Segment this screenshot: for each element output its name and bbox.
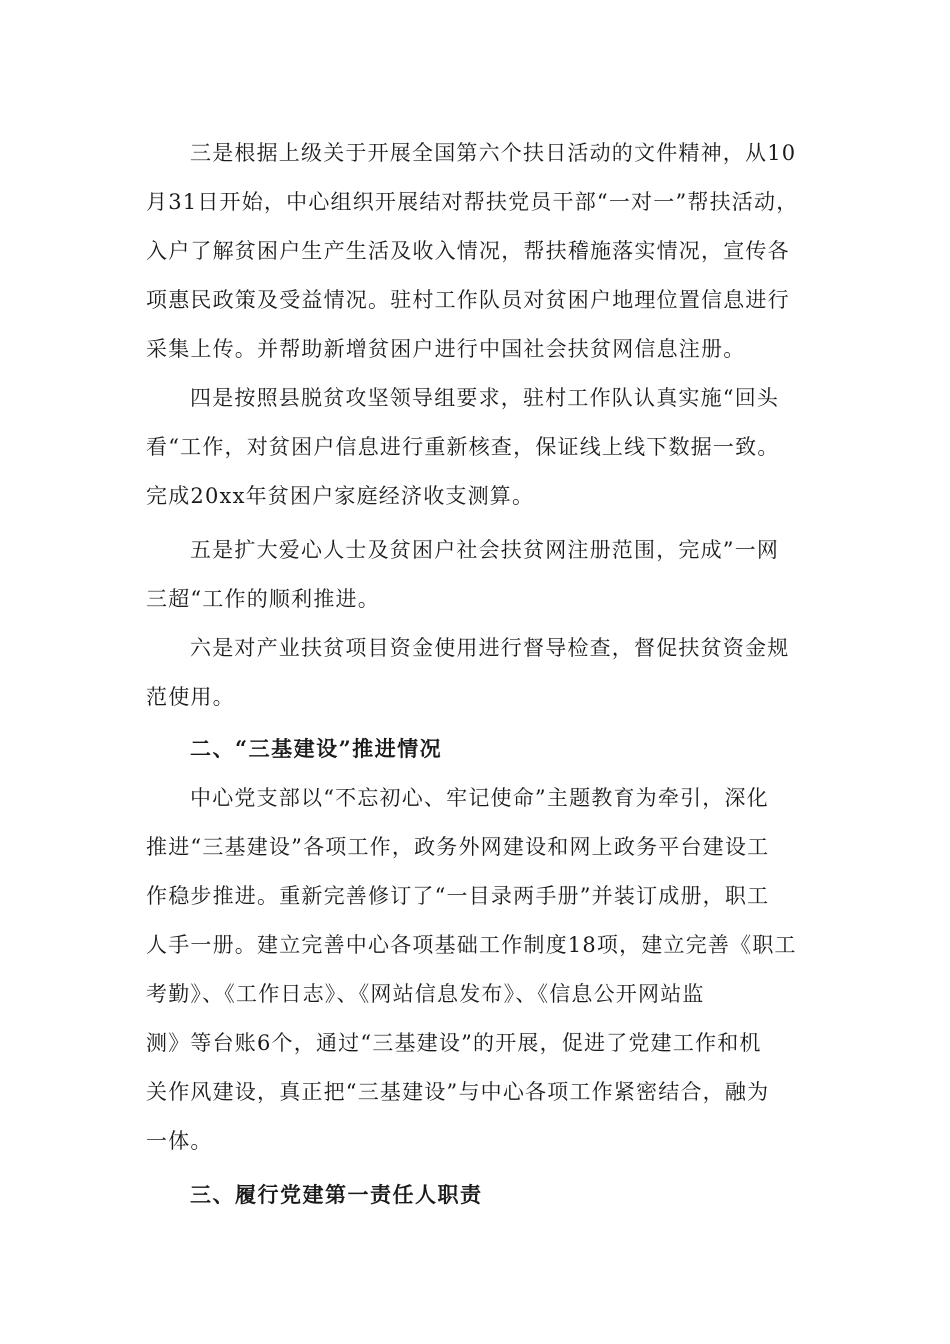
paragraph-line: 关作风建设，真正把“三基建设”与中心各项工作紧密结合，融为: [146, 1080, 770, 1104]
paragraph-line: 六是对产业扶贫项目资金使用进行督导检查，督促扶贫资金规: [190, 636, 790, 660]
paragraph-line: 推进“三基建设”各项工作，政务外网建设和网上政务平台建设工: [146, 835, 770, 859]
paragraph-line: 测》等台账6个，通过“三基建设”的开展，促进了党建工作和机: [146, 1031, 762, 1055]
paragraph-line: 中心党支部以“不忘初心、牢记使命”主题教育为牵引，深化: [190, 786, 769, 810]
paragraph-line: 月31日开始，中心组织开展结对帮扶党员干部“一对一”帮扶活动，: [146, 190, 799, 214]
paragraph-line: 四是按照县脱贫攻坚领导组要求，驻村工作队认真实施“回头: [190, 386, 780, 410]
paragraph-line: 范使用。: [146, 685, 235, 709]
paragraph-line: 项惠民政策及受益情况。驻村工作队员对贫困户地理位置信息进行: [146, 288, 790, 312]
paragraph-line: 五是扩大爱心人士及贫困户社会扶贫网注册范围，完成”一网: [190, 538, 780, 562]
section-heading: 三、履行党建第一责任人职责: [190, 1182, 483, 1207]
paragraph-line: 看“工作，对贫困户信息进行重新核查，保证线上线下数据一致。: [146, 435, 780, 459]
paragraph-line: 一体。: [146, 1129, 213, 1153]
paragraph-line: 作稳步推进。重新完善修订了“一目录两手册”并装订成册，职工: [146, 884, 770, 908]
paragraph-line: 完成20xx年贫困户家庭经济收支测算。: [146, 484, 535, 508]
section-heading: 二、“三基建设”推进情况: [190, 736, 443, 761]
paragraph-line: 三超“工作的顺利推进。: [146, 587, 380, 611]
paragraph-line: 采集上传。并帮助新增贫困户进行中国社会扶贫网信息注册。: [146, 337, 746, 361]
paragraph-line: 人手一册。建立完善中心各项基础工作制度18项，建立完善《职工: [146, 933, 797, 957]
paragraph-line: 考勤》、《工作日志》、《网站信息发布》、《信息公开网站监: [146, 982, 705, 1006]
paragraph-line: 入户了解贫困户生产生活及收入情况，帮扶稽施落实情况，宣传各: [146, 239, 790, 263]
paragraph-line: 三是根据上级关于开展全国第六个扶日活动的文件精神，从10: [190, 141, 797, 165]
